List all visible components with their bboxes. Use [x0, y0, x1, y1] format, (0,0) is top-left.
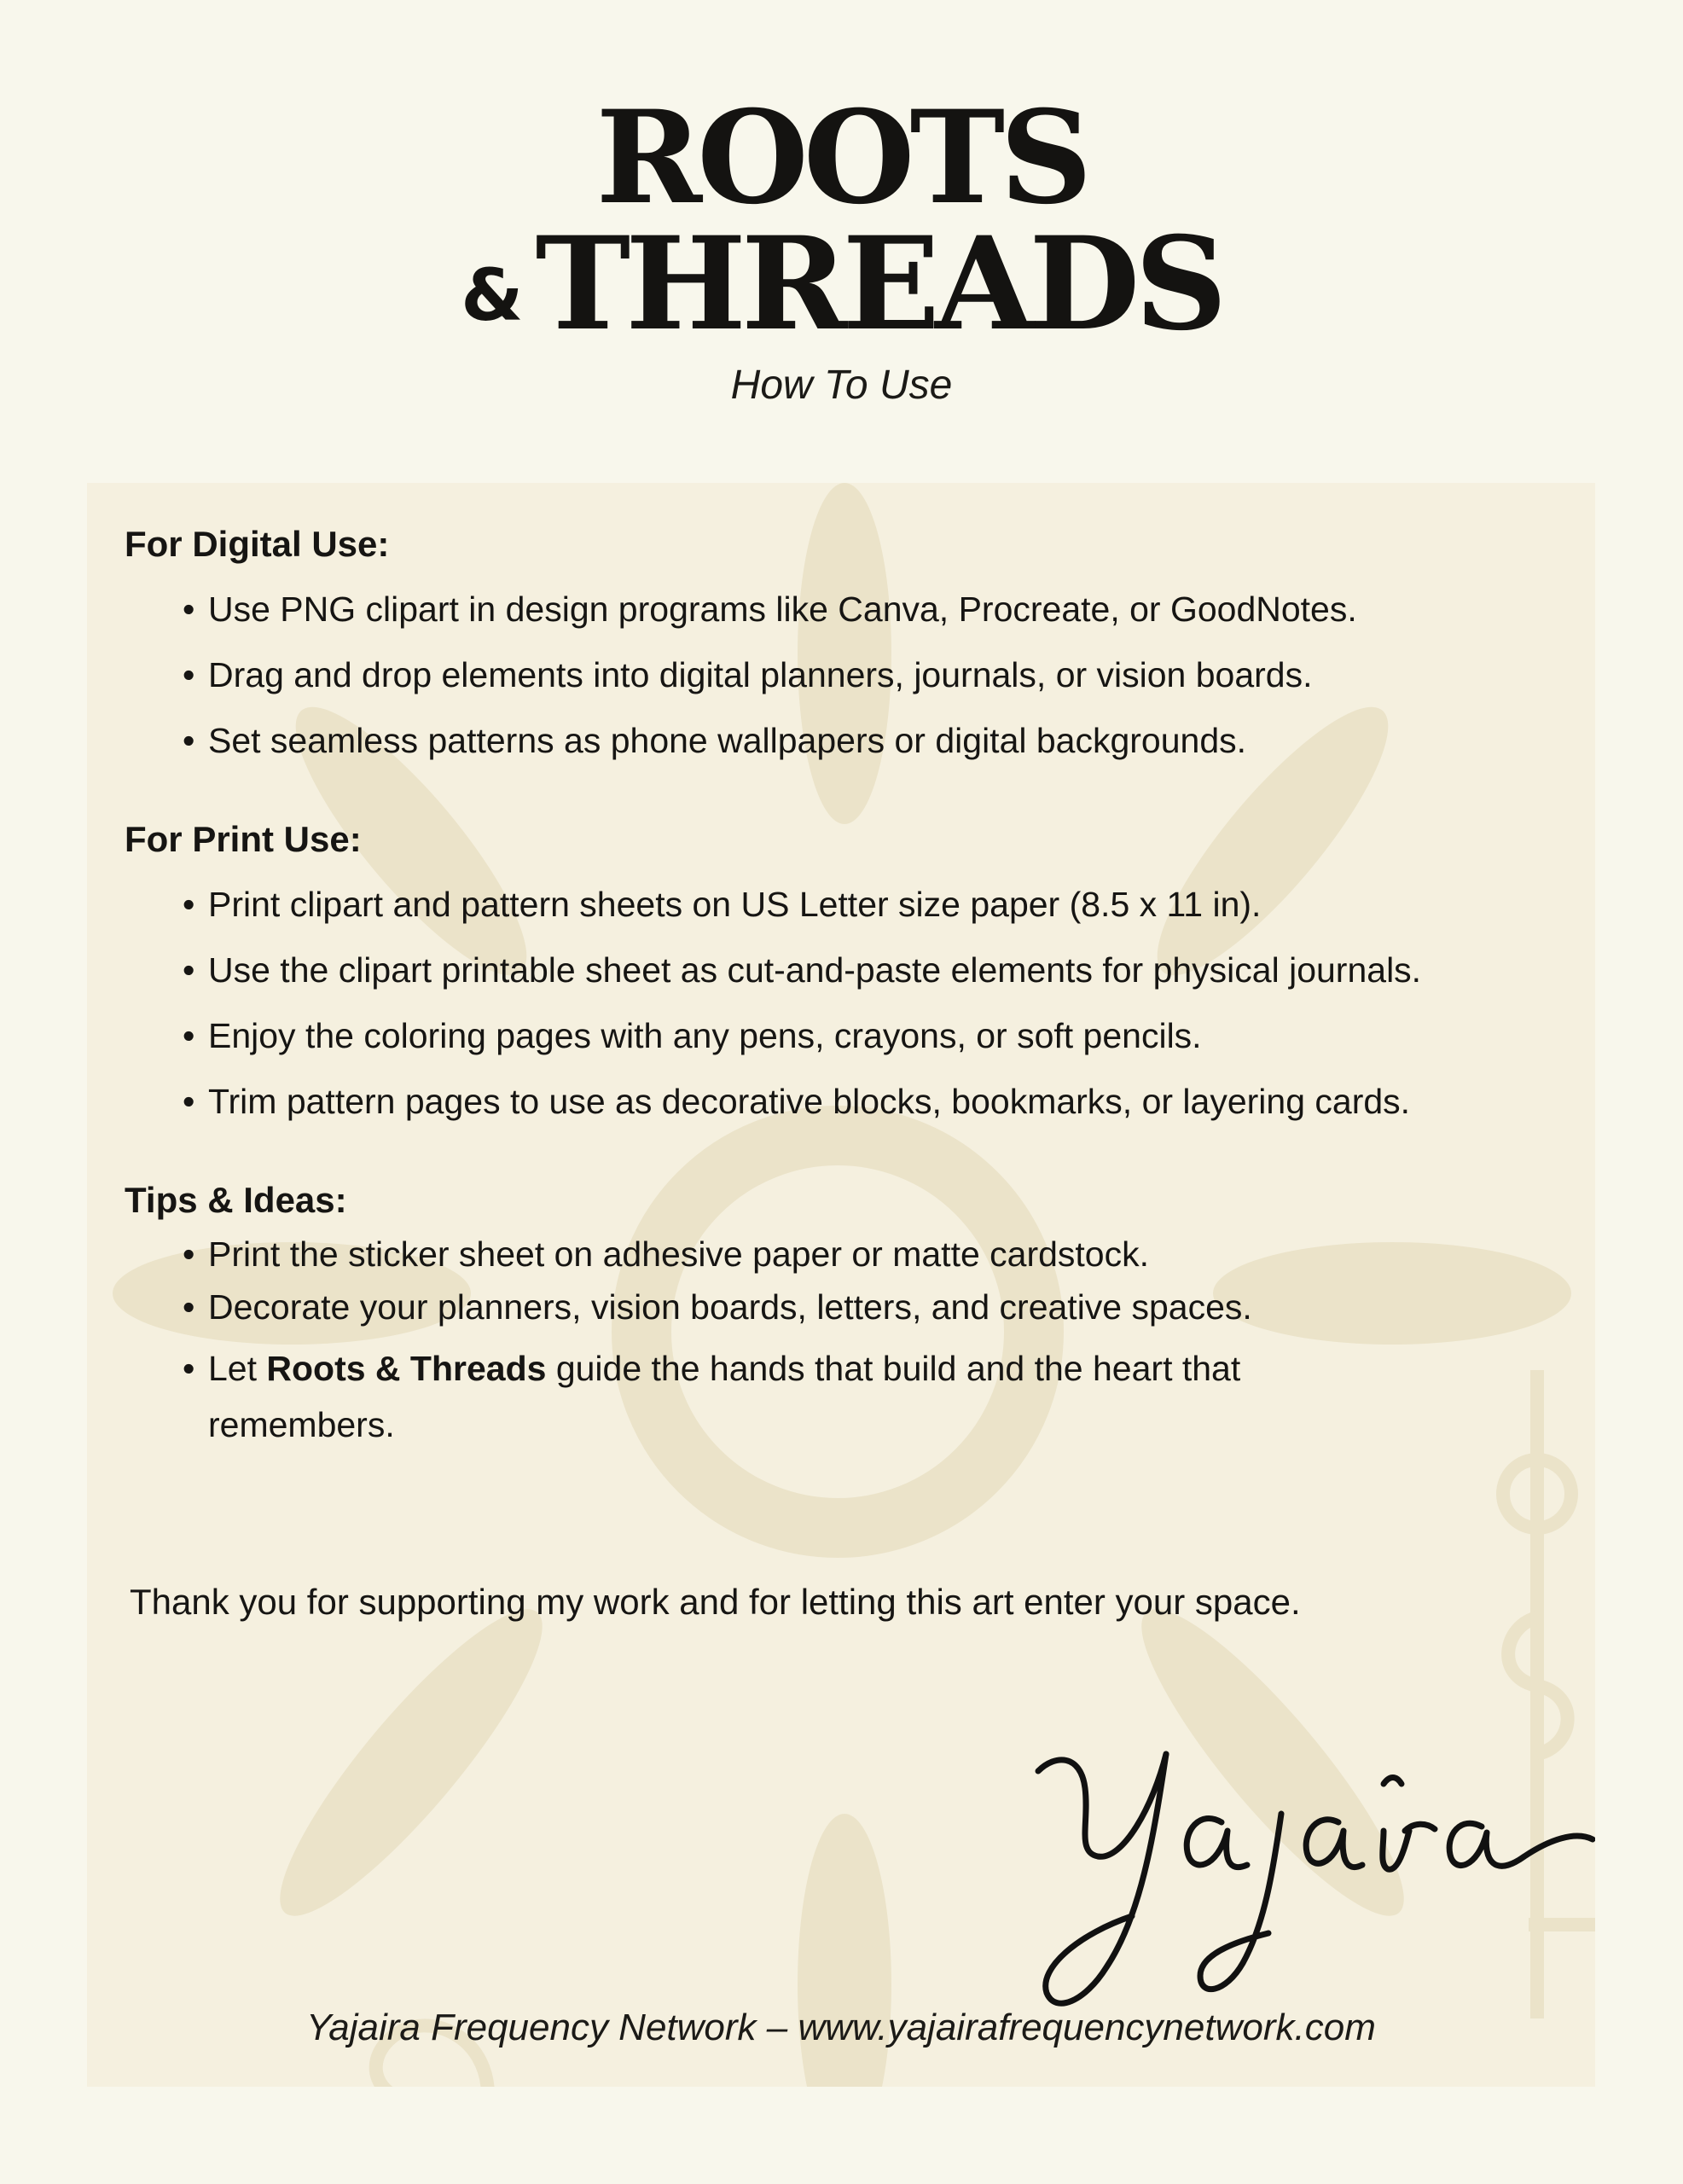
tips-ideas-list [183, 1234, 1436, 1453]
list-item: • Use the clipart printable sheet as cut-and-paste elements for physical journals. [183, 950, 1422, 990]
subtitle: How To Use [730, 363, 953, 408]
footer-credit: Yajaira Frequency Network – www.yajairafrequencynetwork.com [306, 2007, 1376, 2048]
heading-print-use: For Print Use: [125, 819, 362, 859]
heading-digital-use: For Digital Use: [125, 524, 390, 564]
title-threads [0, 209, 1683, 359]
title-threads-word: THREADS [535, 209, 1222, 359]
list-item: • Print clipart and pattern sheets on US Letter size paper (8.5 x 11 in). [183, 885, 1262, 924]
signature [1004, 1703, 1595, 2036]
list-item: • Print the sticker sheet on adhesive paper or matte cardstock. [183, 1234, 1149, 1274]
list-item: • Let Roots & Threads guide the hands that build and the heart that remembers. [183, 1349, 1241, 1444]
thank-you-message: Thank you for supporting my work and for letting this art enter your space. [130, 1582, 1301, 1622]
digital-use-list [183, 590, 1357, 787]
instructions-content [87, 483, 1595, 2087]
list-item: • Drag and drop elements into digital planners, journals, or vision boards. [183, 655, 1313, 694]
print-use-list [183, 885, 1421, 1147]
list-item: • Enjoy the coloring pages with any pens, crayons, or soft pencils. [183, 1016, 1202, 1055]
list-item: • Set seamless patterns as phone wallpapers or digital backgrounds. [183, 721, 1247, 760]
title-roots: ROOTS [595, 83, 1088, 233]
list-item: • Trim pattern pages to use as decorative blocks, bookmarks, or layering cards. [183, 1082, 1411, 1121]
title-ampersand: & [461, 253, 524, 337]
list-item: • Decorate your planners, vision boards, letters, and creative spaces. [183, 1287, 1252, 1327]
instructions-panel [87, 483, 1595, 2087]
list-item: • Use PNG clipart in design programs like Canva, Procreate, or GoodNotes. [183, 590, 1357, 629]
heading-tips-ideas: Tips & Ideas: [125, 1180, 347, 1220]
brand-name-bold: Roots & Threads [266, 1349, 547, 1388]
